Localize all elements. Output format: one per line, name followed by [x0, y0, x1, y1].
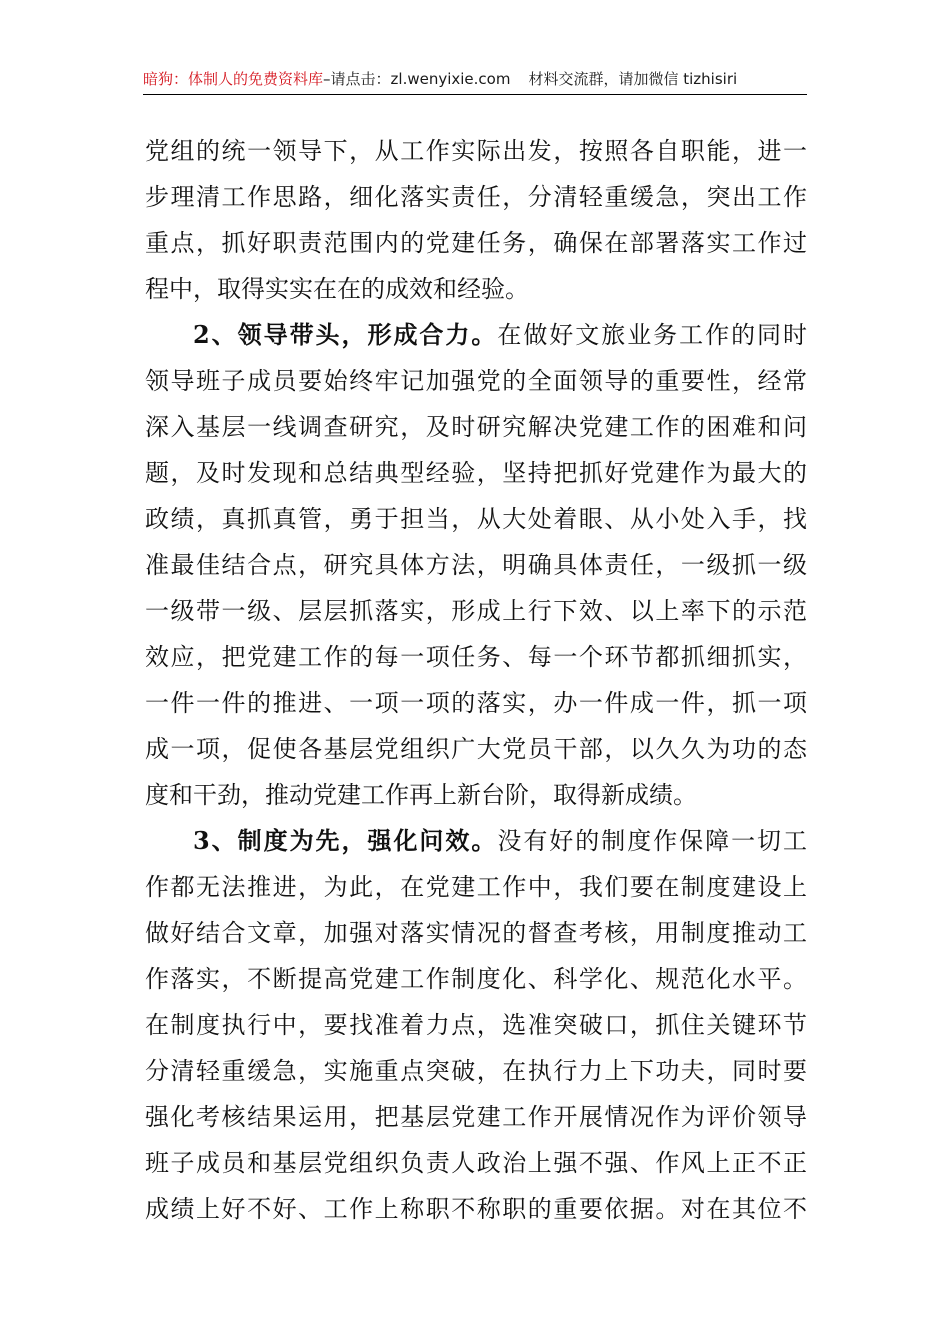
- section-heading: 2、领导带头，形成合力。: [193, 320, 498, 349]
- text-line: 班子成员和基层党组织负责人政治上强不强、作风上正不正: [145, 1149, 807, 1177]
- text-line: 在制度执行中，要找准着力点，选准突破口，抓住关键环节: [145, 1011, 807, 1039]
- paragraph-2: [145, 312, 807, 818]
- document-body: [145, 128, 807, 1232]
- text-run: 没有好的制度作保障一切工: [497, 827, 807, 855]
- text-line: [145, 312, 807, 358]
- text-line: [145, 818, 807, 864]
- text-line: 党组的统一领导下，从工作实际出发，按照各自职能，进一: [145, 137, 807, 165]
- text-line: 一级带一级、层层抓落实，形成上行下效、以上率下的示范: [145, 597, 807, 625]
- text-line: 领导班子成员要始终牢记加强党的全面领导的重要性，经常: [145, 367, 807, 395]
- text-line: 成绩上好不好、工作上称职不称职的重要依据。对在其位不: [145, 1195, 807, 1223]
- text-line: 效应，把党建工作的每一项任务、每一个环节都抓细抓实，: [145, 643, 807, 671]
- header-title: 暗狗：体制人的免费资料库: [143, 70, 324, 88]
- text-line: 作落实，不断提高党建工作制度化、科学化、规范化水平。: [145, 965, 807, 993]
- text-line: 政绩，真抓真管，勇于担当，从大处着眼、从小处入手，找: [145, 505, 807, 533]
- text-line: 一件一件的推进、一项一项的落实，办一件成一件，抓一项: [145, 689, 807, 717]
- text-line: 强化考核结果运用，把基层党建工作开展情况作为评价领导: [145, 1103, 807, 1131]
- text-line: 深入基层一线调查研究，及时研究解决党建工作的困难和问: [145, 413, 807, 441]
- text-line: 作都无法推进，为此，在党建工作中，我们要在制度建设上: [145, 873, 807, 901]
- paragraph-1: [145, 128, 807, 312]
- text-line: 重点，抓好职责范围内的党建任务，确保在部署落实工作过: [145, 229, 807, 257]
- text-run: 在做好文旅业务工作的同时: [497, 321, 807, 349]
- header-contact: 材料交流群，请加微信 tizhisiri: [528, 70, 738, 88]
- text-line: 成一项，促使各基层党组织广大党员干部，以久久为功的态: [145, 735, 807, 763]
- paragraph-3: [145, 818, 807, 1232]
- text-line: 题，及时发现和总结典型经验，坚持把抓好党建作为最大的: [145, 459, 807, 487]
- header-click-prefix: –请点击：: [323, 70, 391, 88]
- text-line: 步理清工作思路，细化落实责任，分清轻重缓急，突出工作: [145, 183, 807, 211]
- header-url-link[interactable]: zl.wenyixie.com: [390, 70, 511, 88]
- text-line: 准最佳结合点，研究具体方法，明确具体责任，一级抓一级: [145, 551, 807, 579]
- page-header: [143, 64, 807, 95]
- section-heading: 3、制度为先，强化问效。: [193, 826, 498, 855]
- text-line: 程中，取得实实在在的成效和经验。: [145, 275, 529, 303]
- text-line: 做好结合文章，加强对落实情况的督查考核，用制度推动工: [145, 919, 807, 947]
- text-line: 度和干劲，推动党建工作再上新台阶，取得新成绩。: [145, 781, 697, 809]
- text-line: 分清轻重缓急，实施重点突破，在执行力上下功夫，同时要: [145, 1057, 807, 1085]
